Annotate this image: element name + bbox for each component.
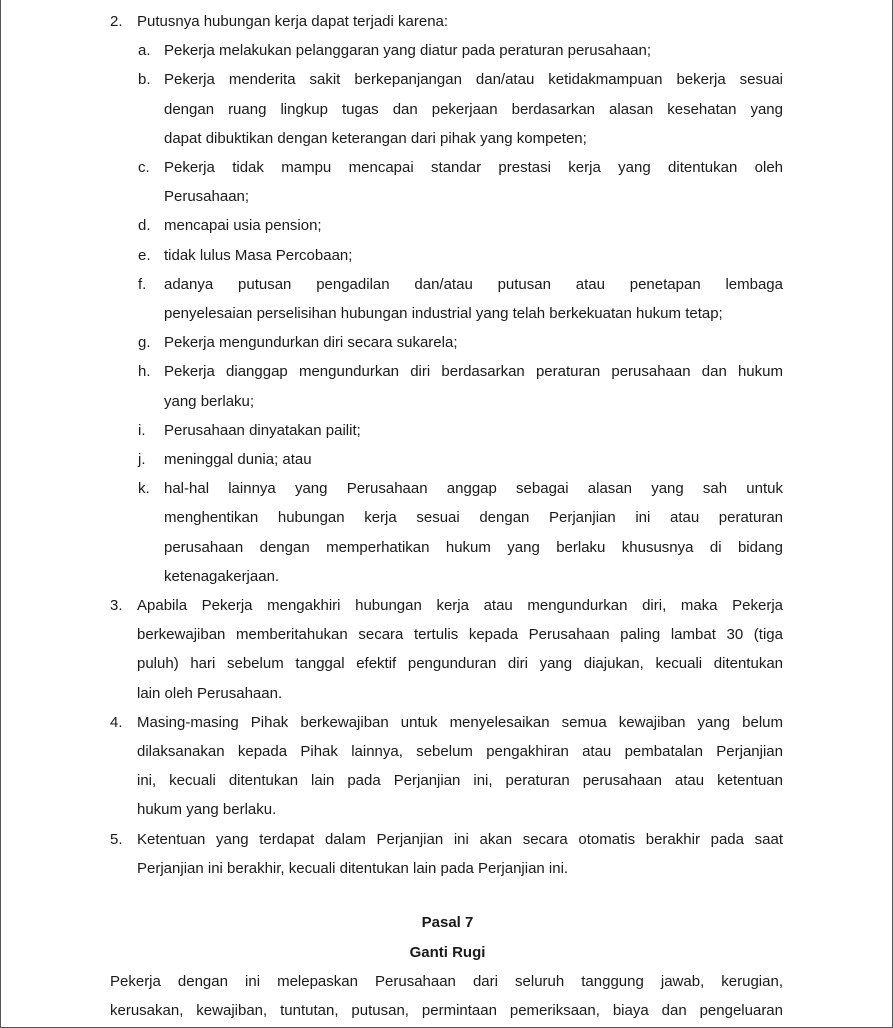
sublist-item-line: penyelesaian perselisihan hubungan industrial yang telah berkekuatan hukum tetap; [164, 305, 723, 322]
list-item-line: hukum yang berlaku. [137, 801, 277, 819]
sublist-letter: h. [138, 363, 151, 381]
sublist-item-line: Perusahaan dinyatakan pailit; [164, 421, 361, 439]
sublist-item-line: yang berlaku; [164, 392, 255, 410]
list-item-line: lain oleh Perusahaan. [137, 684, 283, 702]
sublist-item-line: Pekerja tidak mampu mencapai standar prestasi kerja yang ditentukan oleh [164, 159, 783, 176]
sublist-item-line: dengan ruang lingkup tugas dan pekerjaan berdasarkan alasan kesehatan yang [164, 100, 783, 118]
list-number: 2. [110, 13, 123, 30]
list-item-line: puluh) hari sebelum tanggal efektif pengunduran diri yang diajukan, kecuali ditentukan [137, 655, 783, 673]
sublist-item-line: Perusahaan; [164, 188, 250, 206]
sublist-letter: j. [138, 451, 146, 468]
sublist-letter: c. [138, 159, 150, 176]
list-item-line: Apabila Pekerja mengakhiri hubungan kerja atau mengundurkan diri, maka Pekerja [137, 597, 783, 614]
sublist-letter: d. [138, 217, 151, 235]
sublist-letter: f. [138, 275, 147, 293]
list-item-line: berkewajiban memberitahukan secara tertulis kepada Perusahaan paling lambat 30 (tiga [137, 626, 783, 644]
list-item-line: ini, kecuali ditentukan lain pada Perjanjian ini, peraturan perusahaan atau ketentuan [137, 772, 783, 790]
sublist-item-line: meninggal dunia; atau [164, 451, 312, 468]
sublist-item-line: dapat dibuktikan dengan keterangan dari pihak yang kompeten; [164, 129, 587, 147]
list-item-line: dilaksanakan kepada Pihak lainnya, sebelum pengakhiran atau pembatalan Perjanjian [137, 743, 783, 760]
list-number: 4. [110, 713, 123, 731]
sublist-letter: e. [138, 246, 151, 264]
sublist-letter: k. [138, 480, 150, 498]
sublist-item-line: mencapai usia pension; [164, 217, 322, 235]
paragraph-line: kerusakan, kewajiban, tuntutan, putusan, permintaan pemeriksaan, biaya dan pengeluaran [110, 1002, 783, 1020]
sublist-item-line: tidak lulus Masa Percobaan; [164, 246, 353, 264]
sublist-item-line: adanya putusan pengadilan dan/atau putusan atau penetapan lembaga [164, 275, 783, 293]
sublist-item-line: Pekerja menderita sakit berkepanjangan dan/atau ketidakmampuan bekerja sesuai [164, 71, 783, 89]
list-number: 3. [110, 597, 123, 614]
sublist-letter: g. [138, 334, 151, 352]
paragraph-line: Pekerja dengan ini melepaskan Perusahaan dari seluruh tanggung jawab, kerugian, [110, 973, 783, 990]
section-title: Ganti Rugi [409, 944, 486, 961]
sublist-item-line: Pekerja melakukan pelanggaran yang diatur pada peraturan perusahaan; [164, 42, 652, 60]
sublist-item-line: menghentikan hubungan kerja sesuai dengan Perjanjian ini atau peraturan [164, 509, 783, 527]
sublist-letter: a. [138, 42, 151, 60]
sublist-item-line: perusahaan dengan memperhatikan hukum yang berlaku khususnya di bidang [164, 538, 783, 556]
section-heading: Pasal 7 [421, 914, 474, 931]
list-item-line: Masing-masing Pihak berkewajiban untuk menyelesaikan semua kewajiban yang belum [137, 713, 783, 731]
list-item-line: Perjanjian ini berakhir, kecuali ditentukan lain pada Perjanjian ini. [137, 859, 569, 877]
sublist-item-line: Pekerja dianggap mengundurkan diri berdasarkan peraturan perusahaan dan hukum [164, 363, 783, 381]
list-item-line: Ketentuan yang terdapat dalam Perjanjian ini akan secara otomatis berakhir pada saat [137, 830, 783, 848]
sublist-letter: b. [138, 71, 151, 89]
list-item-text: Putusnya hubungan kerja dapat terjadi karena: [137, 13, 449, 30]
sublist-item-line: Pekerja mengundurkan diri secara sukarela; [164, 334, 458, 352]
sublist-letter: i. [138, 421, 146, 439]
list-number: 5. [110, 830, 123, 848]
sublist-item-line: hal-hal lainnya yang Perusahaan anggap sebagai alasan yang sah untuk [164, 480, 783, 498]
sublist-item-line: ketenagakerjaan. [164, 567, 280, 585]
document-page [1, 0, 893, 1028]
